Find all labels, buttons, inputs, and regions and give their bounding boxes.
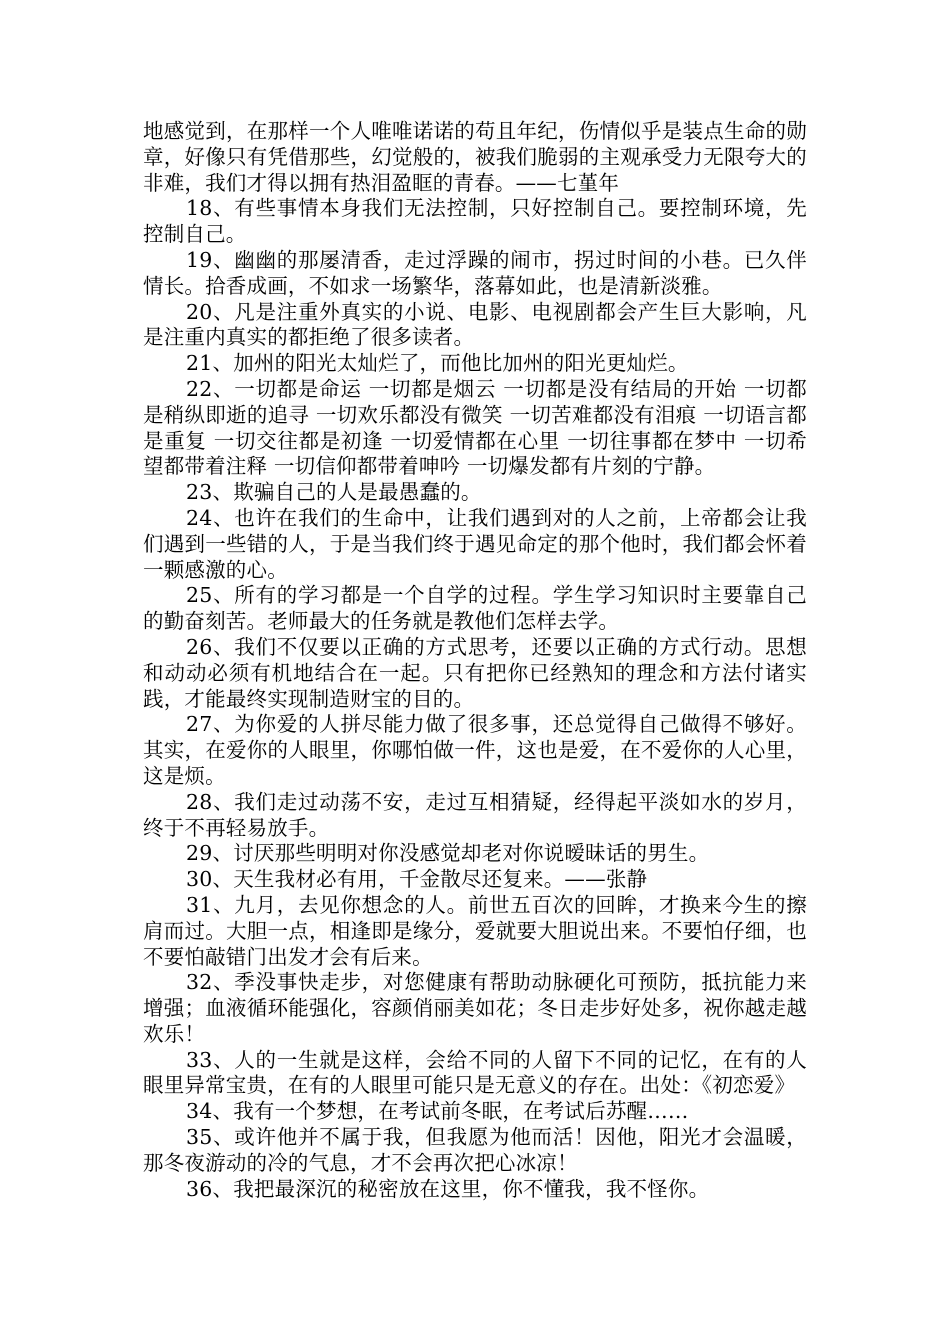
document-page [143, 119, 807, 1202]
paragraph-30: 30、天生我材必有用，千金散尽还复来。——张静 [186, 867, 648, 892]
paragraph-32: 32、季没事快走步，对您健康有帮助动脉硬化可预防，抵抗能力来增强；血液循环能强化，容颜俏丽美如花；冬日走步好处多，祝你越走越欢乐！ [143, 970, 807, 1046]
paragraph-29: 29、讨厌那些明明对你没感觉却老对你说暧昧话的男生。 [186, 841, 710, 866]
paragraph-20: 20、凡是注重外真实的小说、电影、电视剧都会产生巨大影响，凡是注重内真实的都拒绝了很多读者。 [143, 299, 807, 350]
paragraph-26: 26、我们不仅要以正确的方式思考，还要以正确的方式行动。思想和动动必须有机地结合在一起。只有把你已经熟知的理念和方法付诸实践，才能最终实现制造财宝的目的。 [143, 634, 807, 711]
paragraph-28: 28、我们走过动荡不安，走过互相猜疑，经得起平淡如水的岁月，终于不再轻易放手。 [143, 789, 807, 840]
paragraph-27: 27、为你爱的人拼尽能力做了很多事，还总觉得自己做得不够好。其实，在爱你的人眼里，你哪怕做一件，这也是爱，在不爱你的人心里，这是烦。 [143, 712, 807, 788]
paragraph-21: 21、加州的阳光太灿烂了，而他比加州的阳光更灿烂。 [186, 351, 689, 376]
paragraph-33: 33、人的一生就是这样，会给不同的人留下不同的记忆，在有的人眼里异常宝贵，在有的人眼里可能只是无意义的存在。出处：《初恋爱》 [143, 1047, 807, 1098]
paragraph-25: 25、所有的学习都是一个自学的过程。学生学习知识时主要靠自己的勤奋刻苦。老师最大的任务就是教他们怎样去学。 [143, 583, 807, 634]
paragraph-36: 36、我把最深沉的秘密放在这里，你不懂我，我不怪你。 [186, 1176, 710, 1201]
paragraph-34: 34、我有一个梦想，在考试前冬眠，在考试后苏醒…… [186, 1099, 689, 1124]
paragraph-19: 19、幽幽的那屡清香，走过浮躁的闹市，拐过时间的小巷。已久伴情长。拾香成画，不如求一场繁华，落幕如此，也是清新淡雅。 [143, 247, 807, 298]
paragraph-22: 22、一切都是命运 一切都是烟云 一切都是没有结局的开始 一切都是稍纵即逝的追寻 一切欢乐都没有微笑 一切苦难都没有泪痕 一切语言都是重复 一切交往都是初逢 一切爱情都在心里 一切往事都在梦中 一切希望都带着注释 一切信仰都带着呻吟 一切爆发都有片刻的宁静。 [143, 376, 807, 479]
paragraph-35: 35、或许他并不属于我，但我愿为他而活！因他，阳光才会温暖，那冬夜游动的冷的气息，才不会再次把心冰凉！ [143, 1125, 807, 1175]
paragraph-continuation: 地感觉到，在那样一个人唯唯诺诺的苟且年纪，伤情似乎是装点生命的勋章，好像只有凭借那些，幻觉般的，被我们脆弱的主观承受力无限夸大的非难，我们才得以拥有热泪盈眶的青春。——七堇年 [143, 119, 807, 195]
paragraph-18: 18、有些事情本身我们无法控制，只好控制自己。要控制环境，先控制自己。 [143, 196, 807, 247]
paragraph-23: 23、欺骗自己的人是最愚蠢的。 [186, 480, 482, 505]
paragraph-31: 31、九月，去见你想念的人。前世五百次的回眸，才换来今生的擦肩而过。大胆一点，相逢即是缘分，爱就要大胆说出来。不要怕仔细，也不要怕敲错门出发才会有后来。 [143, 892, 807, 969]
paragraph-24: 24、也许在我们的生命中，让我们遇到对的人之前，上帝都会让我们遇到一些错的人，于是当我们终于遇见命定的那个他时，我们都会怀着一颗感激的心。 [143, 505, 807, 582]
